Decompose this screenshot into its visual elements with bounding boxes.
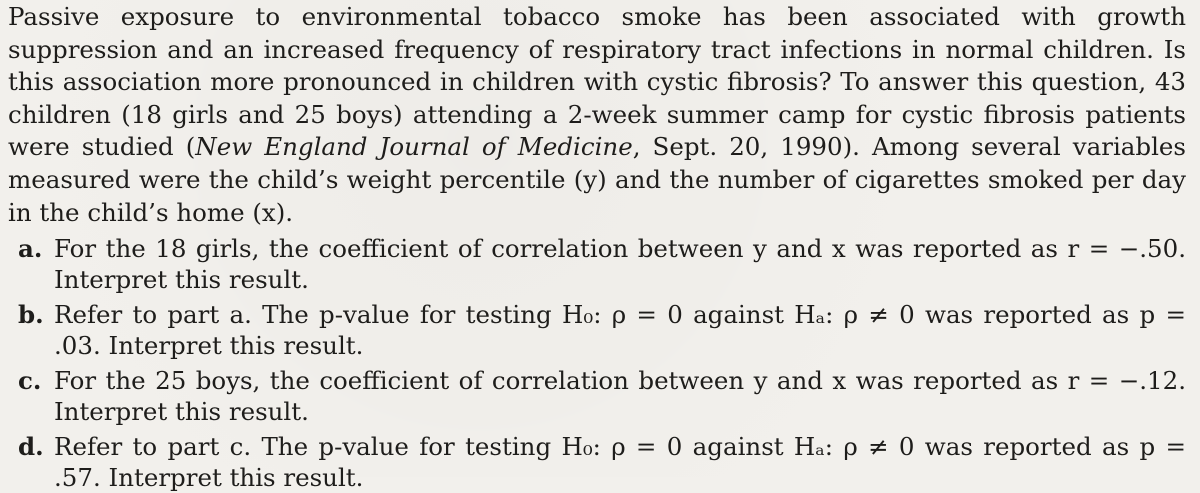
exercise-parts — [8, 233, 1186, 493]
part-letter: b. — [18, 300, 44, 330]
exercise-intro — [8, 1, 1186, 229]
part-letter: d. — [18, 432, 44, 462]
part-letter: c. — [18, 366, 42, 396]
intro-text-1: Passive exposure to environmental tobacco smoke has been associated with growth suppression and an increased frequency of respiratory tract infections in normal children. Is this association more pronounced in children with cystic fibrosis? To answer this question, 43 children (18 girls and 25 boys) attending a 2-week summer camp for cystic fibrosis patients were studied ( — [8, 2, 1186, 162]
part-d — [8, 431, 1186, 493]
intro-text-2: , Sept. 20, 1990). Among several variables measured were the child’s weight percentile (y) and the number of cigarettes smoked per day in the child’s home (x). — [8, 132, 1186, 227]
part-b — [8, 299, 1186, 361]
part-letter: a. — [18, 234, 43, 264]
journal-title: New England Journal of Medicine — [195, 132, 633, 162]
part-c — [8, 365, 1186, 427]
part-a — [8, 233, 1186, 295]
part-text: For the 18 girls, the coefficient of correlation between y and x was reported as r = −.50. Interpret this result. — [54, 234, 1186, 295]
part-text: Refer to part c. The p-value for testing H₀: ρ = 0 against Hₐ: ρ ≠ 0 was reported as p = .57. Interpret this result. — [54, 432, 1186, 493]
part-text: Refer to part a. The p-value for testing H₀: ρ = 0 against Hₐ: ρ ≠ 0 was reported as p = .03. Interpret this result. — [54, 300, 1186, 361]
part-text: For the 25 boys, the coefficient of correlation between y and x was reported as r = −.12. Interpret this result. — [54, 366, 1186, 427]
